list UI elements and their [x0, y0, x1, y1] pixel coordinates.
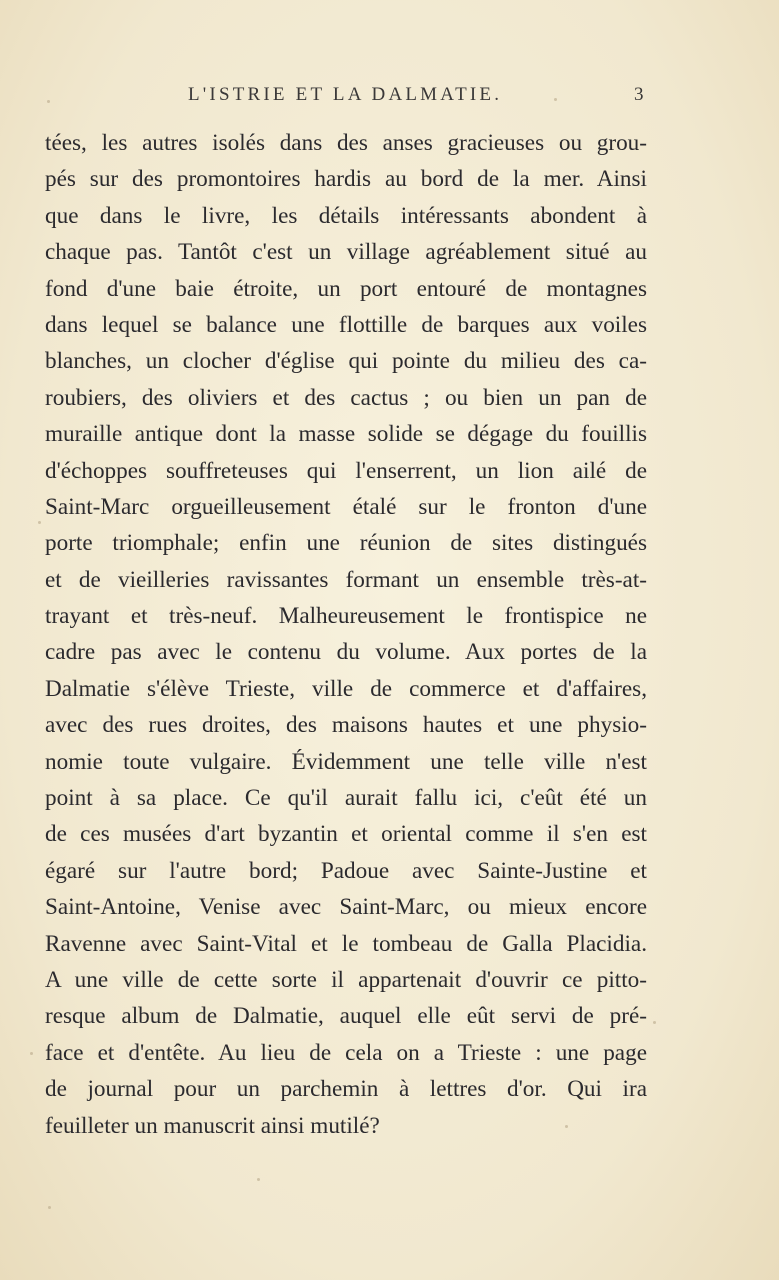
- running-head: [0, 84, 779, 114]
- text-line: dans lequel se balance une flottille de barques aux voiles: [45, 311, 647, 338]
- text-line: porte triomphale; enfin une réunion de sites distingués: [45, 530, 647, 557]
- paper-speck: [554, 98, 557, 101]
- body-text: [45, 125, 647, 1144]
- text-line: Saint-Marc orgueilleusement étalé sur le fronton d'une: [45, 493, 647, 520]
- paper-speck: [47, 100, 50, 103]
- text-line: que dans le livre, les détails intéressants abondent à: [45, 202, 647, 229]
- text-line: A une ville de cette sorte il appartenait d'ouvrir ce pitto-: [45, 966, 647, 993]
- text-line: nomie toute vulgaire. Évidemment une telle ville n'est: [45, 748, 647, 775]
- text-line: d'échoppes souffreteuses qui l'enserrent, un lion ailé de: [45, 457, 647, 484]
- text-line: blanches, un clocher d'église qui pointe du milieu des ca-: [45, 348, 647, 375]
- text-line: resque album de Dalmatie, auquel elle eût servi de pré-: [45, 1003, 647, 1030]
- text-line: de ces musées d'art byzantin et oriental comme il s'en est: [45, 821, 647, 848]
- text-line: Ravenne avec Saint-Vital et le tombeau de Galla Placidia.: [45, 930, 647, 957]
- text-line: Dalmatie s'élève Trieste, ville de commerce et d'affaires,: [45, 675, 647, 702]
- text-line: cadre pas avec le contenu du volume. Aux portes de la: [45, 639, 647, 666]
- text-line: muraille antique dont la masse solide se dégage du fouillis: [45, 421, 647, 448]
- paper-speck: [38, 521, 41, 524]
- text-line: roubiers, des oliviers et des cactus ; ou bien un pan de: [45, 384, 647, 411]
- paper-speck: [257, 1178, 260, 1181]
- text-line: avec des rues droites, des maisons hautes et une physio-: [45, 712, 647, 739]
- text-line: chaque pas. Tantôt c'est un village agréablement situé au: [45, 239, 647, 266]
- paper-speck: [565, 1125, 568, 1128]
- paper-speck: [30, 1052, 33, 1055]
- paper-speck: [48, 1206, 51, 1209]
- text-line: trayant et très-neuf. Malheureusement le frontispice ne: [45, 603, 647, 630]
- text-line: égaré sur l'autre bord; Padoue avec Sainte-Justine et: [45, 857, 647, 884]
- text-line: de journal pour un parchemin à lettres d'or. Qui ira: [45, 1076, 647, 1103]
- text-line: Saint-Antoine, Venise avec Saint-Marc, ou mieux encore: [45, 894, 647, 921]
- text-line: fond d'une baie étroite, un port entouré de montagnes: [45, 275, 647, 302]
- text-line: et de vieilleries ravissantes formant un ensemble très-at-: [45, 566, 647, 593]
- running-title: L'ISTRIE ET LA DALMATIE.: [188, 84, 503, 105]
- text-line: tées, les autres isolés dans des anses gracieuses ou grou-: [45, 130, 647, 156]
- text-line: feuilleter un manuscrit ainsi mutilé?: [45, 1112, 380, 1139]
- paper-speck: [653, 1021, 656, 1024]
- text-line: point à sa place. Ce qu'il aurait fallu ici, c'eût été un: [45, 785, 647, 812]
- text-line: face et d'entête. Au lieu de cela on a Trieste : une page: [45, 1039, 647, 1066]
- page-number: 3: [634, 84, 644, 105]
- text-line: pés sur des promontoires hardis au bord de la mer. Ainsi: [45, 166, 647, 193]
